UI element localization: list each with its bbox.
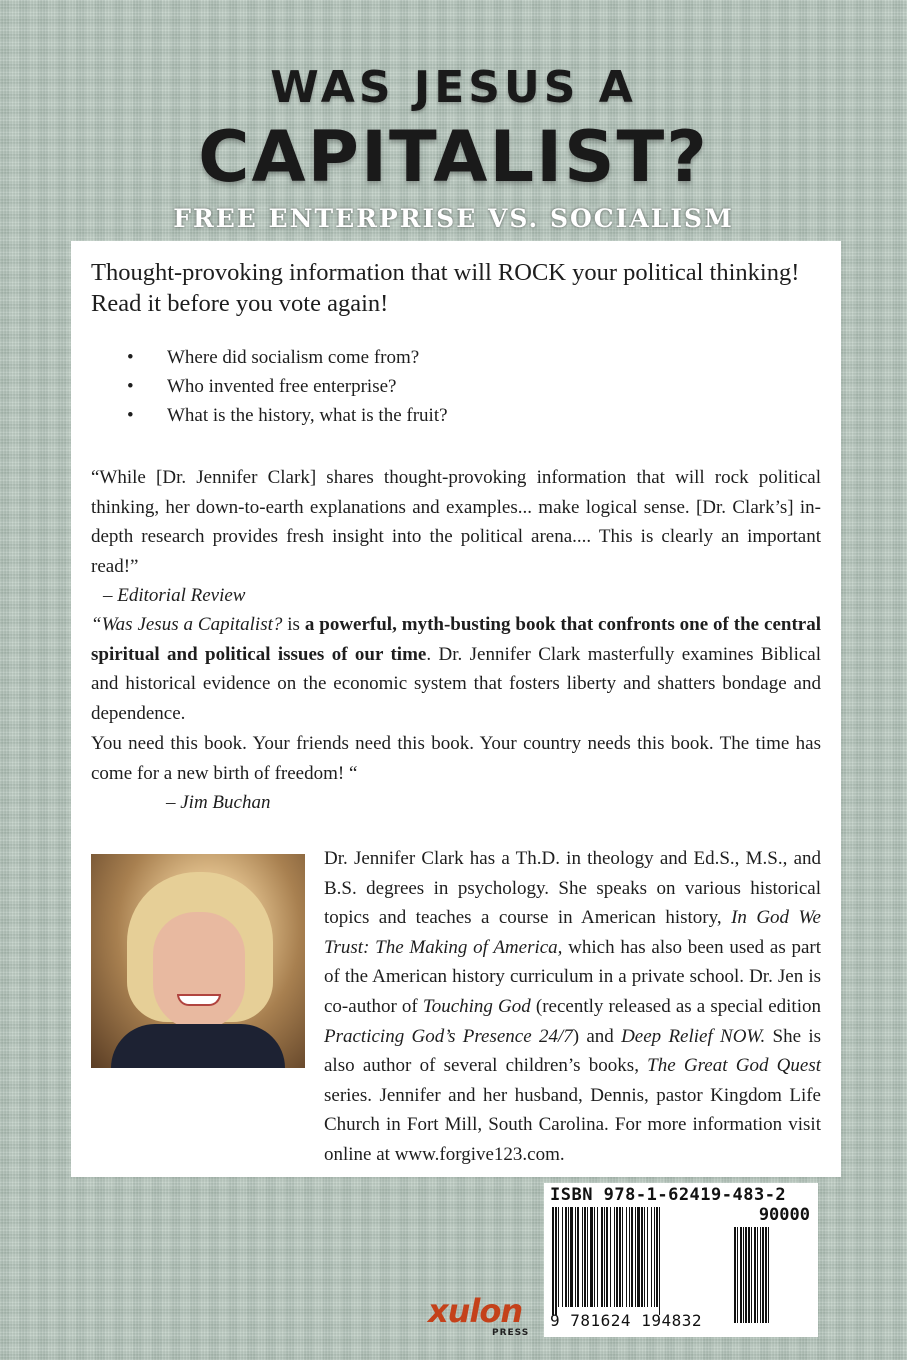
author-photo (91, 854, 305, 1068)
publisher-logo-sub: PRESS (492, 1328, 530, 1338)
publisher-logo-word: xulon (428, 1292, 523, 1330)
bullet-icon: • (127, 405, 134, 426)
text-panel (71, 241, 841, 1177)
bullet-icon: • (127, 347, 134, 368)
editorial-review-attribution: – Editorial Review (103, 585, 246, 606)
endorsement-quote: “Was Jesus a Capitalist? is a powerful, myth-busting book that confronts one of the central spiritual and political issues of our time. Dr. Jennifer Clark masterfully examines Biblical and historical evidence on the economic system that fosters liberty and shatters bondage and dependence. (91, 614, 822, 724)
endorsement-quote-part2: You need this book. Your friends need this book. Your country needs this book. The time has come for a new birth of freedom! “ (91, 733, 821, 784)
editorial-review-quote: “While [Dr. Jennifer Clark] shares thought-provoking information that will rock political thinking, her down-to-earth explanations and examples... make logical sense. [Dr. Clark’s] in-depth research provides fresh insight into the political arena.... This is clearly an important read!” (91, 467, 821, 577)
list-item: • Who invented free enterprise? (71, 372, 448, 401)
endorsement-book-title: “Was Jesus a Capitalist? (91, 614, 283, 635)
barcode-digits: 9 781624 194832 (550, 1311, 702, 1330)
cover-subtitle: FREE ENTERPRISE VS. SOCIALISM (173, 204, 734, 233)
endorsement-bold-text: a powerful, myth-busting book that confronts one of the central spiritual and political issues of our time (91, 614, 821, 665)
list-item: • Where did socialism come from? (71, 343, 448, 372)
cover-title-line2: CAPITALIST? (198, 116, 709, 198)
author-bio: Dr. Jennifer Clark has a Th.D. in theology and Ed.S., M.S., and B.S. degrees in psychology. She speaks on various historical topics and teaches a course in American history, In God We Trust: The Making of America, which has also been used as part of the American history curriculum in a private school. Dr. Jen is co-author of Touching God (recently released as a special edition Practicing God’s Presence 24/7) and Deep Relief NOW. She is also author of several children’s books, The Great God Quest series. Jennifer and her husband, Dennis, pastor Kingdom Life Church in Fort Mill, South Carolina. For more information visit online at www.forgive123.com. (324, 848, 822, 1165)
price-code: 90000 (758, 1205, 810, 1225)
intro-line1: Thought-provoking information that will ROCK your political thinking! (91, 259, 800, 286)
isbn-barcode (544, 1183, 818, 1337)
question-list (71, 343, 448, 430)
intro-text (91, 257, 821, 319)
cover-title-line1: WAS JESUS A (270, 62, 637, 113)
endorsement-attribution: – Jim Buchan (166, 792, 271, 813)
list-item: • What is the history, what is the fruit? (71, 401, 448, 430)
bullet-icon: • (127, 376, 134, 397)
publisher-logo (424, 1292, 540, 1342)
isbn-number: ISBN 978-1-62419-483-2 (550, 1185, 787, 1205)
intro-line2: Read it before you vote again! (91, 290, 389, 317)
